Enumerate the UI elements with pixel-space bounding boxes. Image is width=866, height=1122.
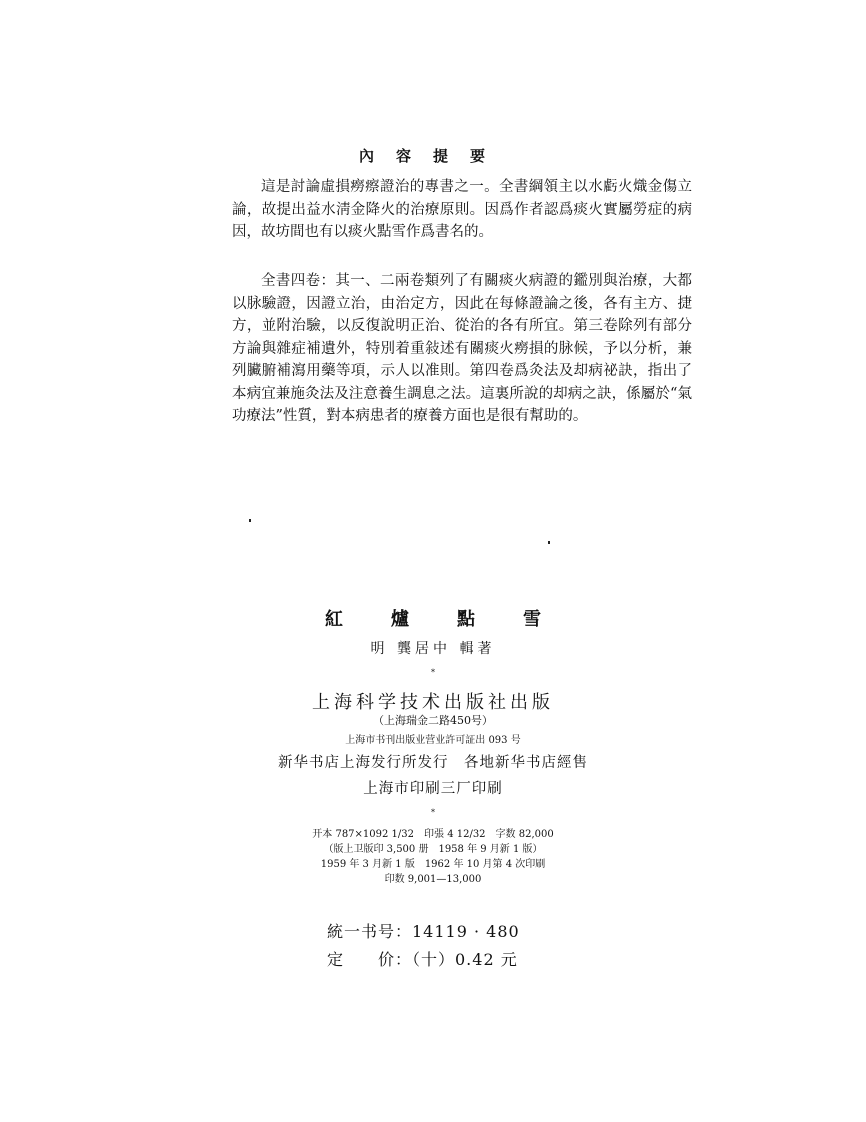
spec-line: 1959 年 3 月新 1 版 1962 年 10 月第 4 次印刷 — [320, 859, 546, 870]
publisher: 上海科学技术出版社出版 — [312, 692, 554, 713]
author-line: 明 龔居中 輯著 — [370, 641, 496, 657]
printer-line: 上海市印刷三厂印刷 — [363, 781, 503, 797]
license-line: 上海市书刊出版业营业許可証出 093 号 — [345, 735, 521, 746]
print-specs — [0, 827, 866, 887]
summary-title: 內容提要 — [358, 147, 507, 165]
book-title: 紅爐點雪 — [325, 609, 589, 630]
summary-paragraph-2: 全書四卷：其一、二兩卷類列了有關痰火病證的鑑別與治療，大都以脉驗證，因證立治，由治定方，因此在每條證論之後，各有主方、捷方，並附治驗，以反復說明正治、從治的各有所宜。第三卷除列有部分方論與雜症補遺外，特別着重敍述有關痰火癆損的脉候，予以分析，兼列臟腑補瀉用藥等項，示人以准則。第四卷爲灸法及却病祕訣，指出了本病宜兼施灸法及注意養生調息之法。這裏所說的却病之訣，係屬於“氣功療法”性質，對本病患者的療養方面也是很有幫助的。 — [232, 273, 692, 424]
spec-line: 印数 9,001—13,000 — [384, 874, 482, 885]
separator-star: * — [431, 668, 435, 677]
scan-speck — [249, 519, 251, 522]
book-number-block — [327, 918, 520, 974]
distribution-line: 新华书店上海发行所发行 各地新华书店經售 — [278, 755, 588, 771]
summary-paragraph-1: 這是討論虛損癆瘵證治的專書之一。全書綱領主以水虧火熾金傷立論，故提出益水淸金降火的治療原則。因爲作者認爲痰火實屬勞症的病因，故坊間也有以痰火點雪作爲書名的。 — [232, 179, 692, 240]
publisher-address: （上海瑞金二路450号） — [373, 714, 493, 727]
price: 定 价：（十）0.42 元 — [327, 950, 518, 969]
unified-book-number: 統一书号：14119 · 480 — [327, 922, 520, 941]
spec-line: 开本 787×1092 1/32 印張 4 12/32 字数 82,000 — [312, 829, 554, 840]
scan-speck — [548, 541, 550, 544]
separator-star-2: * — [431, 808, 435, 817]
spec-line: （版上卫版印 3,500 册 1958 年 9 月新 1 版） — [323, 844, 543, 855]
